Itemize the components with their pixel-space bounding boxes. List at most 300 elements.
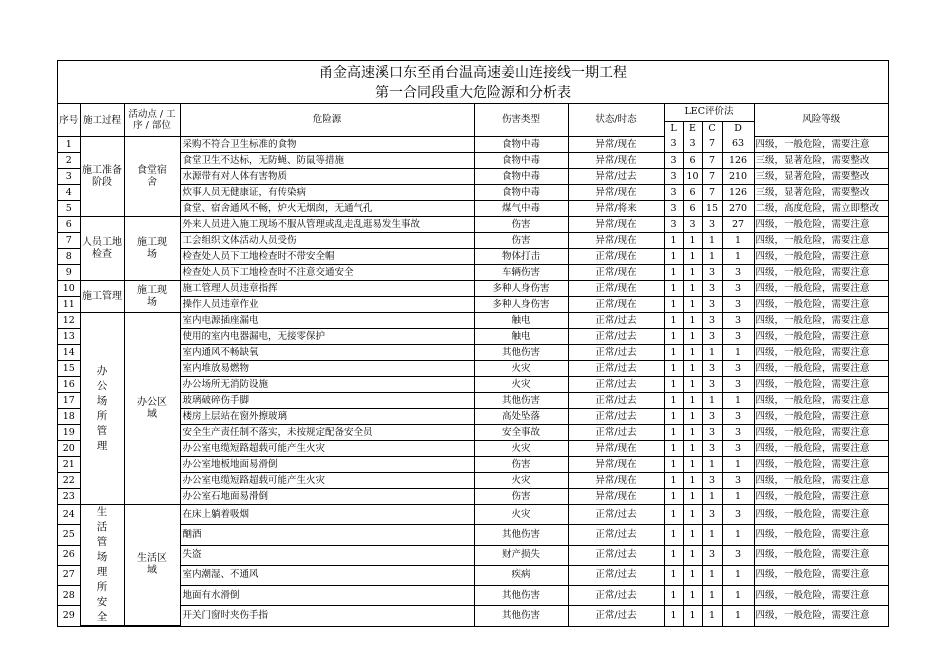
table-row [58, 441, 888, 457]
table-row [58, 249, 888, 265]
row-number: 6 [58, 217, 80, 233]
table-row [58, 217, 888, 233]
c-value-cell: 3 [702, 425, 722, 441]
risk-level-cell: 四级，一般危险，需要注意 [754, 249, 888, 265]
table-row [58, 265, 888, 281]
c-value-cell: 1 [702, 606, 722, 626]
l-value-cell: 1 [664, 265, 683, 281]
c-value-cell: 3 [702, 505, 722, 525]
header-hazard: 危险源 [180, 104, 474, 137]
harm-type-cell: 食物中毒 [474, 185, 568, 201]
table-row [58, 153, 888, 169]
status-cell: 异常/现在 [568, 185, 664, 201]
harm-type-cell: 伤害 [474, 457, 568, 473]
d-value-cell: 270 [722, 201, 754, 217]
e-value-cell: 1 [683, 441, 702, 457]
status-cell: 异常/现在 [568, 233, 664, 249]
title-block [58, 61, 888, 104]
row-number: 29 [58, 606, 80, 626]
header-seq: 序号 [58, 104, 80, 137]
risk-level-cell: 四级，一般危险，需要注意 [754, 137, 888, 153]
harm-type-cell: 食物中毒 [474, 153, 568, 169]
d-value-cell: 1 [722, 249, 754, 265]
table-row [58, 489, 888, 505]
table-row [58, 586, 888, 606]
table-row [58, 565, 888, 585]
l-value-cell: 1 [664, 377, 683, 393]
status-cell: 正常/现在 [568, 249, 664, 265]
hazard-table [58, 104, 888, 626]
status-cell: 正常/过去 [568, 377, 664, 393]
row-number: 12 [58, 313, 80, 329]
hazard-cell: 检查处人员下工地检查时不注意交通安全 [180, 265, 474, 281]
process-cell: 施工管理 [80, 281, 124, 313]
table-row [58, 425, 888, 441]
harm-type-cell: 火灾 [474, 473, 568, 489]
risk-level-cell: 四级，一般危险，需要注意 [754, 313, 888, 329]
e-value-cell: 6 [683, 201, 702, 217]
harm-type-cell: 物体打击 [474, 249, 568, 265]
row-number: 7 [58, 233, 80, 249]
harm-type-cell: 伤害 [474, 233, 568, 249]
c-value-cell: 7 [702, 185, 722, 201]
l-value-cell: 1 [664, 545, 683, 565]
row-number: 24 [58, 505, 80, 525]
c-value-cell: 1 [702, 233, 722, 249]
e-value-cell: 1 [683, 586, 702, 606]
status-cell: 异常/过去 [568, 169, 664, 185]
e-value-cell: 1 [683, 565, 702, 585]
risk-level-cell: 四级，一般危险，需要注意 [754, 377, 888, 393]
risk-level-cell: 四级，一般危险，需要注意 [754, 525, 888, 545]
l-value-cell: 1 [664, 457, 683, 473]
activity-cell: 生活区域 [124, 505, 180, 626]
harm-type-cell: 火灾 [474, 441, 568, 457]
hazard-analysis-sheet [57, 60, 889, 627]
hazard-cell: 办公室石地面易滑倒 [180, 489, 474, 505]
harm-type-cell: 伤害 [474, 489, 568, 505]
status-cell: 正常/现在 [568, 281, 664, 297]
l-value-cell: 1 [664, 565, 683, 585]
row-number: 10 [58, 281, 80, 297]
c-value-cell: 3 [702, 361, 722, 377]
status-cell: 正常/过去 [568, 345, 664, 361]
hazard-cell: 酗酒 [180, 525, 474, 545]
status-cell: 异常/现在 [568, 489, 664, 505]
title-line-1: 甬金高速溪口东至甬台温高速姜山连接线一期工程 [319, 65, 627, 81]
d-value-cell: 1 [722, 565, 754, 585]
d-value-cell: 3 [722, 329, 754, 345]
d-value-cell: 27 [722, 217, 754, 233]
status-cell: 正常/过去 [568, 313, 664, 329]
status-cell: 正常/过去 [568, 361, 664, 377]
l-value-cell: 1 [664, 393, 683, 409]
d-value-cell: 1 [722, 393, 754, 409]
c-value-cell: 1 [702, 525, 722, 545]
l-value-cell: 1 [664, 313, 683, 329]
e-value-cell: 6 [683, 185, 702, 201]
table-row [58, 137, 888, 153]
e-value-cell: 10 [683, 169, 702, 185]
status-cell: 异常/现在 [568, 441, 664, 457]
l-value-cell: 1 [664, 441, 683, 457]
table-header [58, 104, 888, 137]
header-process: 施工过程 [80, 104, 124, 137]
l-value-cell: 1 [664, 606, 683, 626]
table-row [58, 313, 888, 329]
l-value-cell: 1 [664, 329, 683, 345]
status-cell: 异常/现在 [568, 457, 664, 473]
hazard-cell: 室内堆放易燃物 [180, 361, 474, 377]
l-value-cell: 1 [664, 249, 683, 265]
c-value-cell: 3 [702, 217, 722, 233]
row-number: 27 [58, 565, 80, 585]
d-value-cell: 3 [722, 473, 754, 489]
hazard-cell: 办公场所无消防设施 [180, 377, 474, 393]
d-value-cell: 3 [722, 297, 754, 313]
c-value-cell: 3 [702, 409, 722, 425]
row-number: 1 [58, 137, 80, 153]
status-cell: 正常/现在 [568, 265, 664, 281]
table-row [58, 545, 888, 565]
d-value-cell: 3 [722, 281, 754, 297]
e-value-cell: 1 [683, 425, 702, 441]
c-value-cell: 3 [702, 545, 722, 565]
e-value-cell: 3 [683, 137, 702, 153]
l-value-cell: 1 [664, 361, 683, 377]
harm-type-cell: 安全事故 [474, 425, 568, 441]
risk-level-cell: 四级，一般危险，需要注意 [754, 393, 888, 409]
hazard-cell: 室内潮湿、不通风 [180, 565, 474, 585]
row-number: 21 [58, 457, 80, 473]
status-cell: 正常/过去 [568, 505, 664, 525]
harm-type-cell: 火灾 [474, 361, 568, 377]
status-cell: 正常/过去 [568, 565, 664, 585]
row-number: 16 [58, 377, 80, 393]
hazard-cell: 室内电源插座漏电 [180, 313, 474, 329]
hazard-cell: 开关门窗时夹伤手指 [180, 606, 474, 626]
d-value-cell: 3 [722, 545, 754, 565]
risk-level-cell: 四级，一般危险，需要注意 [754, 425, 888, 441]
harm-type-cell: 火灾 [474, 505, 568, 525]
risk-level-cell: 四级，一般危险，需要注意 [754, 586, 888, 606]
table-row [58, 606, 888, 626]
row-number: 2 [58, 153, 80, 169]
e-value-cell: 1 [683, 345, 702, 361]
risk-level-cell: 四级，一般危险，需要注意 [754, 281, 888, 297]
table-row [58, 297, 888, 313]
hazard-cell: 玻璃破碎伤手脚 [180, 393, 474, 409]
harm-type-cell: 其他伤害 [474, 525, 568, 545]
risk-level-cell: 四级，一般危险，需要注意 [754, 606, 888, 626]
table-body [58, 137, 888, 626]
e-value-cell: 1 [683, 361, 702, 377]
row-number: 9 [58, 265, 80, 281]
harm-type-cell: 触电 [474, 313, 568, 329]
risk-level-cell: 四级，一般危险，需要注意 [754, 409, 888, 425]
risk-level-cell: 四级，一般危险，需要注意 [754, 233, 888, 249]
status-cell: 异常/现在 [568, 473, 664, 489]
harm-type-cell: 其他伤害 [474, 393, 568, 409]
risk-level-cell: 四级，一般危险，需要注意 [754, 345, 888, 361]
status-cell: 正常/过去 [568, 545, 664, 565]
l-value-cell: 1 [664, 505, 683, 525]
table-row [58, 201, 888, 217]
d-value-cell: 3 [722, 409, 754, 425]
harm-type-cell: 车辆伤害 [474, 265, 568, 281]
status-cell: 正常/过去 [568, 393, 664, 409]
e-value-cell: 1 [683, 393, 702, 409]
l-value-cell: 3 [664, 137, 683, 153]
activity-cell: 施工现场 [124, 281, 180, 313]
c-value-cell: 3 [702, 377, 722, 393]
header-harm-type: 伤害类型 [474, 104, 568, 137]
hazard-cell: 炊事人员无健康证，有传染病 [180, 185, 474, 201]
d-value-cell: 1 [722, 586, 754, 606]
l-value-cell: 1 [664, 297, 683, 313]
l-value-cell: 1 [664, 345, 683, 361]
harm-type-cell: 食物中毒 [474, 169, 568, 185]
harm-type-cell: 食物中毒 [474, 137, 568, 153]
status-cell: 正常/过去 [568, 606, 664, 626]
table-row [58, 505, 888, 525]
d-value-cell: 1 [722, 345, 754, 361]
harm-type-cell: 其他伤害 [474, 345, 568, 361]
d-value-cell: 3 [722, 505, 754, 525]
activity-cell: 施工现场 [124, 217, 180, 281]
d-value-cell: 3 [722, 313, 754, 329]
hazard-cell: 工会组织文体活动人员受伤 [180, 233, 474, 249]
l-value-cell: 1 [664, 489, 683, 505]
c-value-cell: 1 [702, 565, 722, 585]
table-row [58, 525, 888, 545]
risk-level-cell: 四级，一般危险，需要注意 [754, 329, 888, 345]
row-number: 19 [58, 425, 80, 441]
l-value-cell: 1 [664, 586, 683, 606]
risk-level-cell: 三级，显著危险，需要整改 [754, 153, 888, 169]
header-lec: LEC评价法 [664, 104, 754, 121]
row-number: 4 [58, 185, 80, 201]
e-value-cell: 1 [683, 329, 702, 345]
harm-type-cell: 煤气中毒 [474, 201, 568, 217]
e-value-cell: 1 [683, 489, 702, 505]
d-value-cell: 3 [722, 441, 754, 457]
e-value-cell: 1 [683, 313, 702, 329]
d-value-cell: 1 [722, 233, 754, 249]
hazard-cell: 楼房上层站在窗外擦玻璃 [180, 409, 474, 425]
status-cell: 正常/现在 [568, 297, 664, 313]
c-value-cell: 1 [702, 249, 722, 265]
status-cell: 正常/过去 [568, 425, 664, 441]
process-cell: 办公场所管理 [80, 313, 124, 505]
e-value-cell: 1 [683, 265, 702, 281]
l-value-cell: 3 [664, 169, 683, 185]
d-value-cell: 126 [722, 185, 754, 201]
row-number: 3 [58, 169, 80, 185]
risk-level-cell: 四级，一般危险，需要注意 [754, 473, 888, 489]
c-value-cell: 3 [702, 313, 722, 329]
hazard-cell: 失盗 [180, 545, 474, 565]
hazard-cell: 水源带有对人体有害物质 [180, 169, 474, 185]
harm-type-cell: 其他伤害 [474, 586, 568, 606]
l-value-cell: 1 [664, 281, 683, 297]
process-cell: 施工准备阶段 [80, 137, 124, 217]
header-l: L [664, 121, 683, 137]
harm-type-cell: 疾病 [474, 565, 568, 585]
status-cell: 正常/过去 [568, 525, 664, 545]
e-value-cell: 6 [683, 153, 702, 169]
status-cell: 异常/将来 [568, 201, 664, 217]
status-cell: 异常/现在 [568, 137, 664, 153]
e-value-cell: 1 [683, 525, 702, 545]
c-value-cell: 3 [702, 265, 722, 281]
harm-type-cell: 伤害 [474, 217, 568, 233]
activity-cell: 办公区域 [124, 313, 180, 505]
process-cell: 生活管场理所安全 [80, 505, 124, 626]
row-number: 25 [58, 525, 80, 545]
header-c: C [702, 121, 722, 137]
table-row [58, 409, 888, 425]
status-cell: 异常/现在 [568, 153, 664, 169]
d-value-cell: 1 [722, 525, 754, 545]
row-number: 13 [58, 329, 80, 345]
risk-level-cell: 四级，一般危险，需要注意 [754, 457, 888, 473]
row-number: 11 [58, 297, 80, 313]
c-value-cell: 1 [702, 457, 722, 473]
c-value-cell: 7 [702, 169, 722, 185]
harm-type-cell: 火灾 [474, 377, 568, 393]
risk-level-cell: 三级，显著危险，需要整改 [754, 169, 888, 185]
e-value-cell: 1 [683, 545, 702, 565]
c-value-cell: 7 [702, 153, 722, 169]
hazard-cell: 食堂、宿舍通风不畅，炉火无烟囱，无通气孔 [180, 201, 474, 217]
status-cell: 正常/过去 [568, 329, 664, 345]
hazard-cell: 安全生产责任制不落实，未按规定配备安全员 [180, 425, 474, 441]
c-value-cell: 1 [702, 393, 722, 409]
risk-level-cell: 四级，一般危险，需要注意 [754, 265, 888, 281]
risk-level-cell: 四级，一般危险，需要注意 [754, 441, 888, 457]
risk-level-cell: 四级，一般危险，需要注意 [754, 545, 888, 565]
harm-type-cell: 财产损失 [474, 545, 568, 565]
e-value-cell: 1 [683, 233, 702, 249]
c-value-cell: 15 [702, 201, 722, 217]
row-number: 17 [58, 393, 80, 409]
table-row [58, 169, 888, 185]
activity-cell: 食堂宿舍 [124, 137, 180, 217]
table-row [58, 361, 888, 377]
hazard-cell: 操作人员违章作业 [180, 297, 474, 313]
status-cell: 正常/过去 [568, 409, 664, 425]
risk-level-cell: 四级，一般危险，需要注意 [754, 565, 888, 585]
e-value-cell: 1 [683, 249, 702, 265]
hazard-cell: 外来人员进入施工现场不服从管理或乱走乱逛易发生事故 [180, 217, 474, 233]
table-row [58, 233, 888, 249]
c-value-cell: 3 [702, 329, 722, 345]
risk-level-cell: 四级，一般危险，需要注意 [754, 505, 888, 525]
e-value-cell: 3 [683, 217, 702, 233]
table-row [58, 345, 888, 361]
row-number: 26 [58, 545, 80, 565]
hazard-cell: 室内通风不畅缺氧 [180, 345, 474, 361]
hazard-cell: 办公室电缆短路超载可能产生火灾 [180, 473, 474, 489]
l-value-cell: 1 [664, 525, 683, 545]
hazard-cell: 办公室电缆短路超载可能产生火灾 [180, 441, 474, 457]
l-value-cell: 3 [664, 185, 683, 201]
risk-level-cell: 四级，一般危险，需要注意 [754, 489, 888, 505]
d-value-cell: 3 [722, 377, 754, 393]
c-value-cell: 1 [702, 345, 722, 361]
risk-level-cell: 四级，一般危险，需要注意 [754, 361, 888, 377]
row-number: 8 [58, 249, 80, 265]
hazard-cell: 施工管理人员违章指挥 [180, 281, 474, 297]
c-value-cell: 3 [702, 473, 722, 489]
header-d: D [722, 121, 754, 137]
l-value-cell: 1 [664, 233, 683, 249]
row-number: 15 [58, 361, 80, 377]
e-value-cell: 1 [683, 473, 702, 489]
e-value-cell: 1 [683, 281, 702, 297]
hazard-cell: 食堂卫生不达标，无防蝇、防鼠等措施 [180, 153, 474, 169]
table-row [58, 393, 888, 409]
table-row [58, 377, 888, 393]
e-value-cell: 1 [683, 297, 702, 313]
e-value-cell: 1 [683, 409, 702, 425]
e-value-cell: 1 [683, 377, 702, 393]
d-value-cell: 3 [722, 425, 754, 441]
header-risk-level: 风险等级 [754, 104, 888, 137]
row-number: 14 [58, 345, 80, 361]
row-number: 18 [58, 409, 80, 425]
l-value-cell: 3 [664, 201, 683, 217]
row-number: 23 [58, 489, 80, 505]
d-value-cell: 3 [722, 361, 754, 377]
e-value-cell: 1 [683, 606, 702, 626]
risk-level-cell: 三级，显著危险，需要整改 [754, 185, 888, 201]
status-cell: 正常/过去 [568, 586, 664, 606]
c-value-cell: 1 [702, 489, 722, 505]
risk-level-cell: 四级，一般危险，需要注意 [754, 297, 888, 313]
risk-level-cell: 四级，一般危险，需要注意 [754, 217, 888, 233]
risk-level-cell: 二级，高度危险，需立即整改 [754, 201, 888, 217]
d-value-cell: 3 [722, 265, 754, 281]
row-number: 20 [58, 441, 80, 457]
table-row [58, 185, 888, 201]
c-value-cell: 1 [702, 586, 722, 606]
l-value-cell: 1 [664, 473, 683, 489]
hazard-cell: 采购不符合卫生标准的食物 [180, 137, 474, 153]
d-value-cell: 1 [722, 457, 754, 473]
table-row [58, 329, 888, 345]
status-cell: 异常/现在 [568, 217, 664, 233]
harm-type-cell: 多种人身伤害 [474, 297, 568, 313]
l-value-cell: 3 [664, 153, 683, 169]
c-value-cell: 3 [702, 441, 722, 457]
d-value-cell: 63 [722, 137, 754, 153]
harm-type-cell: 多种人身伤害 [474, 281, 568, 297]
c-value-cell: 3 [702, 281, 722, 297]
harm-type-cell: 高处坠落 [474, 409, 568, 425]
title-line-2: 第一合同段重大危险源和分析表 [375, 85, 571, 101]
l-value-cell: 1 [664, 425, 683, 441]
d-value-cell: 1 [722, 606, 754, 626]
hazard-cell: 地面有水滑倒 [180, 586, 474, 606]
row-number: 28 [58, 586, 80, 606]
c-value-cell: 7 [702, 137, 722, 153]
header-activity: 活动点 / 工序 / 部位 [124, 104, 180, 137]
header-status: 状态/时态 [568, 104, 664, 137]
d-value-cell: 1 [722, 489, 754, 505]
c-value-cell: 3 [702, 297, 722, 313]
